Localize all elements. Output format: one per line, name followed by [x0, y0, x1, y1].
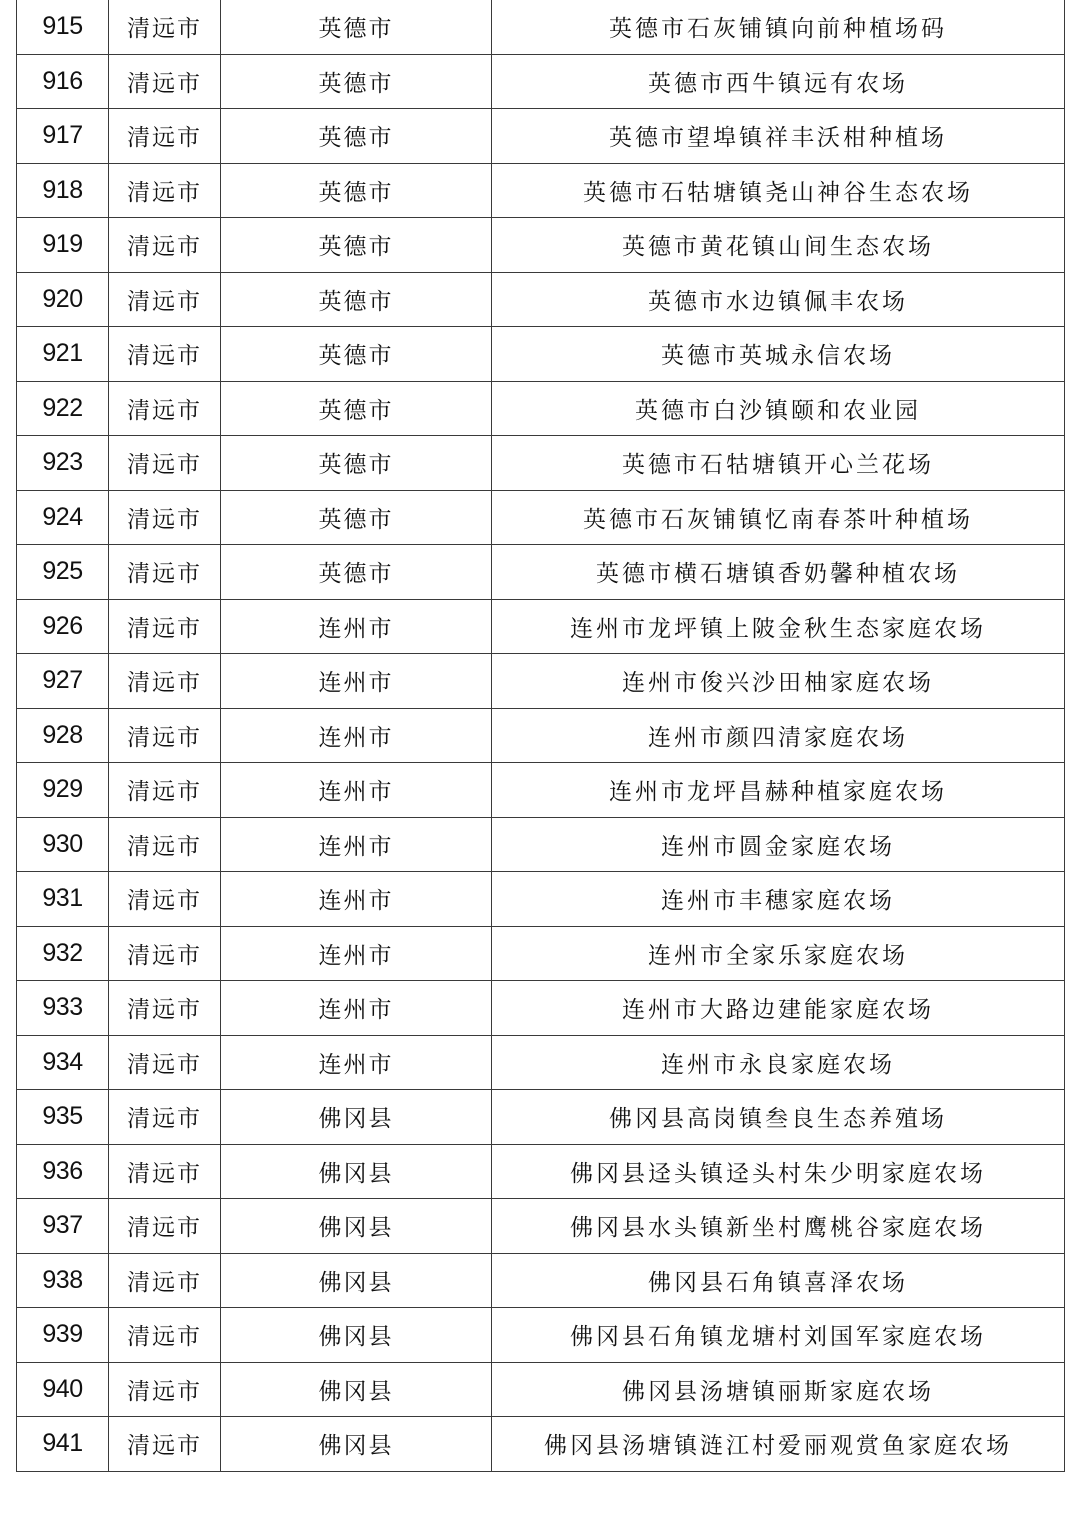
table-row	[17, 1199, 1065, 1254]
row-number-cell: 928	[17, 708, 109, 763]
city-cell: 清远市	[109, 763, 221, 818]
county-cell: 英德市	[221, 327, 492, 382]
farm-name-cell: 连州市丰穗家庭农场	[492, 872, 1065, 927]
county-cell: 英德市	[221, 490, 492, 545]
row-number-cell: 916	[17, 54, 109, 109]
table-row	[17, 654, 1065, 709]
farm-name-cell: 英德市英城永信农场	[492, 327, 1065, 382]
row-number-cell: 926	[17, 599, 109, 654]
farm-name-cell: 英德市石灰铺镇忆南春茶叶种植场	[492, 490, 1065, 545]
farm-name-cell: 连州市圆金家庭农场	[492, 817, 1065, 872]
farm-name-cell: 佛冈县汤塘镇丽斯家庭农场	[492, 1362, 1065, 1417]
city-cell: 清远市	[109, 1144, 221, 1199]
table-row	[17, 0, 1065, 54]
county-cell: 英德市	[221, 545, 492, 600]
city-cell: 清远市	[109, 654, 221, 709]
table-row	[17, 54, 1065, 109]
table-row	[17, 436, 1065, 491]
farm-name-cell: 佛冈县石角镇龙塘村刘国军家庭农场	[492, 1308, 1065, 1363]
farm-name-cell: 佛冈县高岗镇叁良生态养殖场	[492, 1090, 1065, 1145]
row-number-cell: 925	[17, 545, 109, 600]
farm-name-cell: 英德市水边镇佩丰农场	[492, 272, 1065, 327]
city-cell: 清远市	[109, 1308, 221, 1363]
row-number-cell: 920	[17, 272, 109, 327]
table-row	[17, 926, 1065, 981]
farm-name-cell: 英德市石牯塘镇尧山神谷生态农场	[492, 163, 1065, 218]
farm-list-table	[16, 0, 1065, 1472]
county-cell: 英德市	[221, 0, 492, 54]
farm-name-cell: 英德市石灰铺镇向前种植场码	[492, 0, 1065, 54]
row-number-cell: 939	[17, 1308, 109, 1363]
row-number-cell: 917	[17, 109, 109, 164]
farm-name-cell: 佛冈县水头镇新坐村鹰桃谷家庭农场	[492, 1199, 1065, 1254]
city-cell: 清远市	[109, 599, 221, 654]
city-cell: 清远市	[109, 981, 221, 1036]
county-cell: 佛冈县	[221, 1417, 492, 1472]
farm-name-cell: 英德市望埠镇祥丰沃柑种植场	[492, 109, 1065, 164]
county-cell: 连州市	[221, 817, 492, 872]
city-cell: 清远市	[109, 926, 221, 981]
city-cell: 清远市	[109, 1035, 221, 1090]
county-cell: 佛冈县	[221, 1090, 492, 1145]
row-number-cell: 921	[17, 327, 109, 382]
farm-name-cell: 佛冈县汤塘镇涟江村爱丽观赏鱼家庭农场	[492, 1417, 1065, 1472]
table-row	[17, 381, 1065, 436]
farm-name-cell: 连州市颜四清家庭农场	[492, 708, 1065, 763]
table-row	[17, 109, 1065, 164]
table-row	[17, 490, 1065, 545]
farm-name-cell: 连州市大路边建能家庭农场	[492, 981, 1065, 1036]
city-cell: 清远市	[109, 54, 221, 109]
city-cell: 清远市	[109, 272, 221, 327]
row-number-cell: 919	[17, 218, 109, 273]
table-row	[17, 1253, 1065, 1308]
table-row	[17, 1035, 1065, 1090]
row-number-cell: 936	[17, 1144, 109, 1199]
row-number-cell: 927	[17, 654, 109, 709]
city-cell: 清远市	[109, 490, 221, 545]
city-cell: 清远市	[109, 817, 221, 872]
table-row	[17, 1144, 1065, 1199]
city-cell: 清远市	[109, 872, 221, 927]
table-row	[17, 708, 1065, 763]
table-row	[17, 1417, 1065, 1472]
table-row	[17, 1308, 1065, 1363]
farm-name-cell: 连州市永良家庭农场	[492, 1035, 1065, 1090]
farm-name-cell: 英德市石牯塘镇开心兰花场	[492, 436, 1065, 491]
county-cell: 佛冈县	[221, 1362, 492, 1417]
county-cell: 英德市	[221, 436, 492, 491]
table-row	[17, 218, 1065, 273]
table-row	[17, 163, 1065, 218]
table-row	[17, 1090, 1065, 1145]
row-number-cell: 915	[17, 0, 109, 54]
table-row	[17, 545, 1065, 600]
county-cell: 英德市	[221, 218, 492, 273]
city-cell: 清远市	[109, 0, 221, 54]
farm-name-cell: 连州市全家乐家庭农场	[492, 926, 1065, 981]
county-cell: 佛冈县	[221, 1308, 492, 1363]
city-cell: 清远市	[109, 109, 221, 164]
row-number-cell: 918	[17, 163, 109, 218]
row-number-cell: 931	[17, 872, 109, 927]
county-cell: 连州市	[221, 926, 492, 981]
table-row	[17, 1362, 1065, 1417]
row-number-cell: 935	[17, 1090, 109, 1145]
county-cell: 连州市	[221, 708, 492, 763]
county-cell: 连州市	[221, 763, 492, 818]
row-number-cell: 933	[17, 981, 109, 1036]
city-cell: 清远市	[109, 436, 221, 491]
county-cell: 连州市	[221, 981, 492, 1036]
city-cell: 清远市	[109, 1362, 221, 1417]
farm-name-cell: 连州市俊兴沙田柚家庭农场	[492, 654, 1065, 709]
table-row	[17, 981, 1065, 1036]
city-cell: 清远市	[109, 163, 221, 218]
farm-name-cell: 英德市横石塘镇香奶馨种植农场	[492, 545, 1065, 600]
row-number-cell: 941	[17, 1417, 109, 1472]
table-row	[17, 872, 1065, 927]
city-cell: 清远市	[109, 327, 221, 382]
table-row	[17, 272, 1065, 327]
row-number-cell: 923	[17, 436, 109, 491]
table-row	[17, 599, 1065, 654]
county-cell: 连州市	[221, 599, 492, 654]
table-row	[17, 327, 1065, 382]
county-cell: 英德市	[221, 54, 492, 109]
city-cell: 清远市	[109, 381, 221, 436]
city-cell: 清远市	[109, 1417, 221, 1472]
row-number-cell: 938	[17, 1253, 109, 1308]
city-cell: 清远市	[109, 1199, 221, 1254]
county-cell: 英德市	[221, 163, 492, 218]
farm-name-cell: 佛冈县石角镇喜泽农场	[492, 1253, 1065, 1308]
county-cell: 佛冈县	[221, 1144, 492, 1199]
farm-name-cell: 英德市西牛镇远有农场	[492, 54, 1065, 109]
row-number-cell: 932	[17, 926, 109, 981]
table-row	[17, 763, 1065, 818]
table-row	[17, 817, 1065, 872]
city-cell: 清远市	[109, 1253, 221, 1308]
county-cell: 连州市	[221, 872, 492, 927]
row-number-cell: 937	[17, 1199, 109, 1254]
row-number-cell: 940	[17, 1362, 109, 1417]
county-cell: 英德市	[221, 109, 492, 164]
row-number-cell: 922	[17, 381, 109, 436]
city-cell: 清远市	[109, 545, 221, 600]
county-cell: 佛冈县	[221, 1199, 492, 1254]
county-cell: 连州市	[221, 1035, 492, 1090]
row-number-cell: 924	[17, 490, 109, 545]
county-cell: 英德市	[221, 272, 492, 327]
row-number-cell: 934	[17, 1035, 109, 1090]
farm-name-cell: 连州市龙坪昌赫种植家庭农场	[492, 763, 1065, 818]
farm-name-cell: 佛冈县迳头镇迳头村朱少明家庭农场	[492, 1144, 1065, 1199]
table-body	[17, 0, 1065, 1471]
row-number-cell: 930	[17, 817, 109, 872]
farm-name-cell: 英德市黄花镇山间生态农场	[492, 218, 1065, 273]
county-cell: 连州市	[221, 654, 492, 709]
farm-name-cell: 连州市龙坪镇上陂金秋生态家庭农场	[492, 599, 1065, 654]
farm-name-cell: 英德市白沙镇颐和农业园	[492, 381, 1065, 436]
row-number-cell: 929	[17, 763, 109, 818]
county-cell: 佛冈县	[221, 1253, 492, 1308]
city-cell: 清远市	[109, 218, 221, 273]
county-cell: 英德市	[221, 381, 492, 436]
city-cell: 清远市	[109, 708, 221, 763]
city-cell: 清远市	[109, 1090, 221, 1145]
